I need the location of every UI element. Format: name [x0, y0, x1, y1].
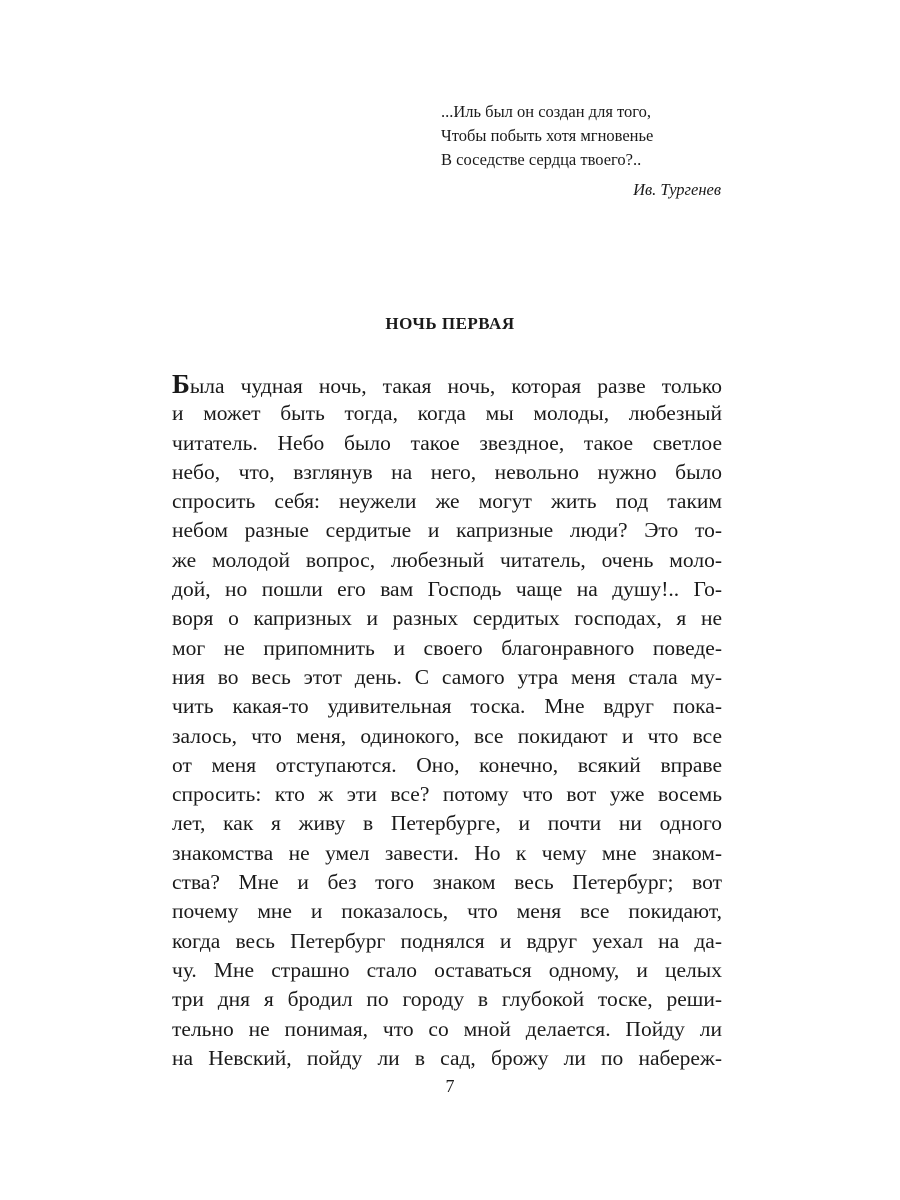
text-line: [172, 604, 722, 633]
page-number: 7: [445, 1076, 455, 1096]
text-line: [172, 399, 722, 428]
text-line: [172, 546, 722, 575]
epigraph-line: ...Иль был он создан для того,: [441, 102, 652, 121]
text-line: [172, 663, 722, 692]
text-line: [172, 722, 722, 751]
text-line-content: три дня я бродил по городу в глубокой тоске, реши-: [172, 987, 722, 1012]
text-line-content: спросить: кто ж эти все? потому что вот уже восемь: [172, 782, 722, 807]
text-line-content: знакомства не умел завести. Но к чему мне знаком-: [172, 840, 722, 865]
text-line-content: и может быть тогда, когда мы молоды, любезный: [172, 401, 722, 426]
text-line: [172, 927, 722, 956]
text-line-content: читатель. Небо было такое звездное, такое светлое: [172, 430, 722, 455]
text-line-content: же молодой вопрос, любезный читатель, очень моло-: [172, 547, 722, 572]
text-line-content: тельно не понимая, что со мной делается. Пойду ли: [172, 1016, 722, 1041]
chapter-title: НОЧЬ ПЕРВАЯ: [385, 314, 515, 333]
epigraph-line: Чтобы побыть хотя мгновенье: [441, 126, 654, 145]
text-line: [172, 780, 722, 809]
text-line: [172, 751, 722, 780]
text-line: [172, 692, 722, 721]
text-line: [172, 809, 722, 838]
text-line: [172, 458, 722, 487]
text-line: [172, 370, 722, 399]
epigraph-line: В соседстве сердца твоего?..: [441, 150, 642, 169]
text-line: [172, 1044, 722, 1073]
text-line-content: воря о капризных и разных сердитых господах, я не: [172, 606, 722, 631]
text-line: [172, 429, 722, 458]
text-line: [172, 985, 722, 1014]
text-line: [172, 897, 722, 926]
epigraph-attribution: Ив. Тургенев: [633, 180, 721, 199]
text-line-content: почему мне и показалось, что меня все покидают,: [172, 899, 722, 924]
text-line-content: ния во весь этот день. С самого утра меня стала му-: [172, 664, 722, 689]
text-line-content: спросить себя: неужели же могут жить под таким: [172, 489, 722, 514]
text-line-content: от меня отступаются. Оно, конечно, всякий вправе: [172, 752, 722, 777]
text-line-content: лет, как я живу в Петербурге, и почти ни одного: [172, 811, 722, 836]
text-line-content: когда весь Петербург поднялся и вдруг уехал на да-: [172, 928, 722, 953]
text-line-content: мог не припомнить и своего благонравного поведе-: [172, 635, 722, 660]
text-line: [172, 956, 722, 985]
text-line-content: залось, что меня, одинокого, все покидают и что все: [172, 723, 722, 748]
text-line: [172, 868, 722, 897]
text-line: [172, 516, 722, 545]
text-line: [172, 575, 722, 604]
text-line: [172, 487, 722, 516]
body-text: [172, 370, 722, 1073]
text-line: [172, 1015, 722, 1044]
text-line-content: небо, что, взглянув на него, невольно нужно было: [172, 459, 722, 484]
text-line-content: ства? Мне и без того знаком весь Петербург; вот: [172, 870, 722, 895]
text-line-content: чить какая-то удивительная тоска. Мне вдруг пока-: [172, 694, 722, 719]
text-line: [172, 634, 722, 663]
text-line: [172, 839, 722, 868]
text-line-content: дой, но пошли его вам Господь чаще на душу!.. Го-: [172, 577, 722, 602]
text-line-content: ыла чудная ночь, такая ночь, которая разве только: [189, 374, 722, 398]
text-line-content: чу. Мне страшно стало оставаться одному, и целых: [172, 957, 722, 982]
drop-letter: Б: [172, 369, 190, 399]
text-line-content: на Невский, пойду ли в сад, брожу ли по набереж-: [172, 1045, 722, 1070]
epigraph: [441, 100, 721, 202]
text-line-content: небом разные сердитые и капризные люди? Это то-: [172, 518, 722, 543]
